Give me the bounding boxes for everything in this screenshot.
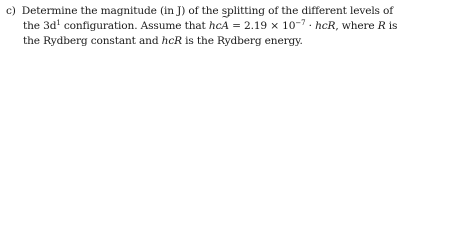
math-hc: hc (208, 20, 222, 32)
math-a-tilde: A ~ (221, 19, 229, 34)
text-equals-value: = 2.19 × 10 (228, 20, 296, 32)
question-c (6, 4, 468, 49)
text-3d: the 3d (23, 20, 57, 32)
math-hcr-2: hcR (161, 35, 182, 47)
text-rydberg-constant: the Rydberg constant and (23, 35, 162, 47)
text-rydberg-energy: is the Rydberg energy. (181, 35, 303, 47)
math-hcr: hcR (315, 20, 336, 32)
text-is: is (385, 20, 398, 32)
text-configuration: configuration. Assume that (60, 20, 209, 32)
question-label: c) (6, 5, 16, 17)
exponent: −7 (295, 19, 306, 27)
math-r: R (377, 20, 386, 32)
text-dot: · (305, 20, 316, 32)
text-where: , where (335, 20, 378, 32)
superscript-1: 1 (56, 19, 61, 27)
question-text-1: Determine the magnitude (in J) of the splitting of the different levels of (21, 5, 394, 17)
question-line-3 (6, 34, 468, 49)
question-line-1 (6, 4, 468, 19)
question-line-2 (6, 19, 468, 34)
